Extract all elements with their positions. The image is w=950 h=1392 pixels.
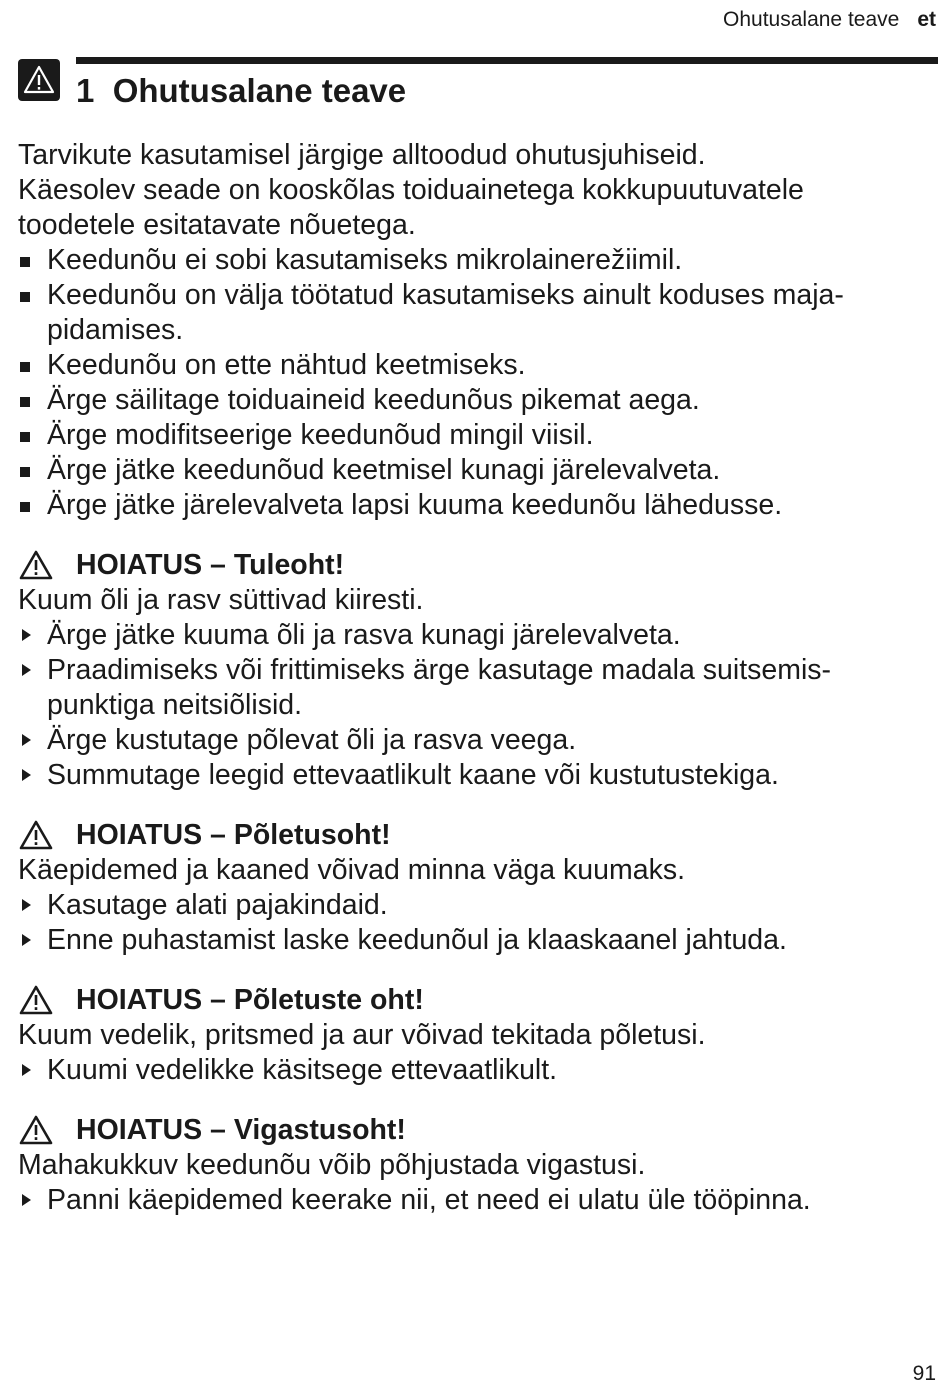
running-header-title: Ohutusalane teave [723,8,900,31]
warning-block-injury [18,1112,928,1218]
warning-text: Kuum õli ja rasv süttivad kiiresti. [18,584,424,616]
arrow-bullet-icon [22,734,31,746]
step-text: Enne puhastamist laske keedunõul ja klaaskaanel jahtuda. [47,924,787,956]
list-item-text: Ärge säilitage toiduaineid keedunõus pikemat aega. [47,384,700,416]
warning-icon [18,59,60,101]
list-item [18,453,928,488]
warning-heading [18,547,928,583]
list-item [18,418,928,453]
warning-text: Mahakukkuv keedunõu võib põhjustada vigastusi. [18,1149,646,1181]
step-text: Summutage leegid ettevaatlikult kaane või kustutustekiga. [47,759,779,791]
safety-bullet-list [18,243,928,523]
step-text: Kuumi vedelikke käsitsege ettevaatlikult. [47,1054,558,1086]
square-bullet-icon [20,397,30,407]
warning-title: HOIATUS – Vigastusoht! [76,1114,406,1146]
warning-block-burn [18,817,928,958]
step-text: Panni käepidemed keerake nii, et need ei ulatu üle tööpinna. [47,1184,811,1216]
intro-paragraph: Käesolev seade on kooskõlas toiduainetega kokkupuutuvatele toodetele esitatavate nõuetega. [18,174,804,241]
list-item [18,618,928,653]
warning-steps [18,1053,928,1088]
square-bullet-icon [20,467,30,477]
warning-heading [18,982,928,1018]
warning-heading [18,817,928,853]
warning-text: Kuum vedelik, pritsmed ja aur võivad tekitada põletusi. [18,1019,706,1051]
step-text: Ärge kustutage põlevat õli ja rasva veega. [47,724,577,756]
page-content [18,138,928,1218]
warning-text: Käepidemed ja kaaned võivad minna väga kuumaks. [18,854,685,886]
list-item [18,1053,928,1088]
step-text: Praadimiseks või frittimiseks ärge kasutage madala suitsemis-punktiga neitsiõlisid. [47,654,832,721]
arrow-bullet-icon [22,934,31,946]
warning-heading [18,1112,928,1148]
section-title [76,72,406,110]
step-text: Kasutage alati pajakindaid. [47,889,388,921]
warning-title: HOIATUS – Tuleoht! [76,549,345,581]
warning-triangle-icon [18,1114,54,1146]
list-item-text: Ärge jätke järelevalveta lapsi kuuma keedunõu lähedusse. [47,489,783,521]
list-item [18,348,928,383]
list-item-text: Ärge modifitseerige keedunõud mingil viisil. [47,419,594,451]
step-text: Ärge jätke kuuma õli ja rasva kunagi järelevalveta. [47,619,681,651]
square-bullet-icon [20,432,30,442]
page-number: 91 [912,1362,936,1385]
list-item [18,758,928,793]
arrow-bullet-icon [22,1064,31,1076]
warning-steps [18,1183,928,1218]
warning-triangle-icon [18,819,54,851]
warning-steps [18,888,928,958]
section-title-text: Ohutusalane teave [112,72,407,109]
list-item [18,723,928,758]
list-item [18,243,928,278]
list-item [18,1183,928,1218]
arrow-bullet-icon [22,1194,31,1206]
arrow-bullet-icon [22,899,31,911]
warning-triangle-icon [18,984,54,1016]
list-item-text: Keedunõu on välja töötatud kasutamiseks ainult koduses maja-pidamises. [47,279,844,346]
list-item [18,888,928,923]
list-item-text: Keedunõu ei sobi kasutamiseks mikrolainerežiimil. [47,244,683,276]
list-item [18,653,928,723]
arrow-bullet-icon [22,664,31,676]
section-rule [76,57,938,64]
square-bullet-icon [20,502,30,512]
running-header [723,8,936,32]
list-item [18,383,928,418]
list-item [18,278,928,348]
arrow-bullet-icon [22,629,31,641]
section-number: 1 [76,72,95,109]
list-item-text: Ärge jätke keedunõud keetmisel kunagi järelevalveta. [47,454,721,486]
square-bullet-icon [20,292,30,302]
language-code: et [917,8,936,31]
list-item [18,923,928,958]
warning-title: HOIATUS – Põletuste oht! [76,984,424,1016]
list-item-text: Keedunõu on ette nähtud keetmiseks. [47,349,526,381]
arrow-bullet-icon [22,769,31,781]
warning-block-scald [18,982,928,1088]
warning-steps [18,618,928,793]
warning-triangle-icon [18,549,54,581]
list-item [18,488,928,523]
intro-paragraph: Tarvikute kasutamisel järgige alltoodud ohutusjuhiseid. [18,139,706,171]
square-bullet-icon [20,362,30,372]
square-bullet-icon [20,257,30,267]
warning-title: HOIATUS – Põletusoht! [76,819,391,851]
warning-block-fire [18,547,928,793]
